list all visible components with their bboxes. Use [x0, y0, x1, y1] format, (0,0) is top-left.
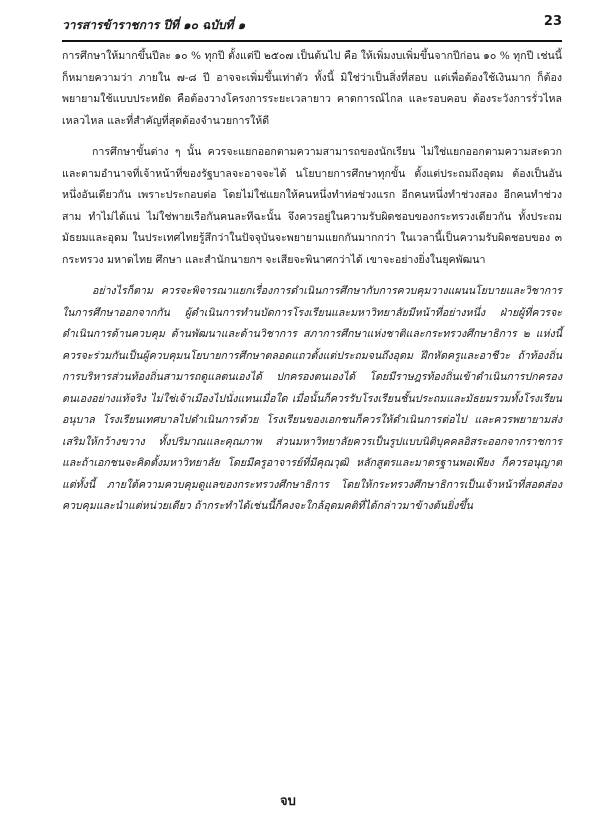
running-header — [62, 14, 562, 40]
paragraph: การศึกษาขั้นต่าง ๆ นั้น ควรจะแยกออกตามความสามารถของนักเรียน ไม่ใช่แยกออกตามความสะดวกและตามอำนาจที่เจ้าหน้าที่ของรัฐบาลจะอาจจะได้ นโยบายการศึกษาทุกขั้น ตั้งแต่ประถมถึงอุดม ต้องเป็นอันหนึ่งอันเดียวกัน เพราะประกอบต่อ โดยไม่ใช่แยกให้คนหนึ่งทำท่อช่วงแรก อีกคนหนึ่งทำช่วงสอง อีกคนทำช่วงสาม ทำไม่ได้แน่ ไม่ใช่พายเรือกันคนละทีฉะนั้น จึงควรอยู่ในความรับผิดชอบของกระทรวงเดียวกัน ทั้งประถม มัธยมและอุดม ในประเทศไทยรู้สึกว่าในปัจจุบันจะพยายามแยกกันมากกว่า ในเวลานี้เป็นความรับผิดชอบของ ๓ กระทรวง มหาดไทย ศึกษา และสำนักนายกฯ จะเสียจะพินาศกว่าได้ เขาจะอย่างยิ่งในยุคพัฒนา — [62, 146, 562, 266]
end-mark: จบ — [280, 794, 296, 809]
article-body — [62, 46, 562, 518]
paragraph: อย่างไรก็ตาม ควรจะพิจารณาแยกเรื่องการดำเนินการศึกษากับการควบคุมวางแผนนโยบายและวิชาการในการศึกษาออกจากกัน ผู้ดำเนินการทำนบัดการโรงเรียนและมหาวิทยาลัยมีหน้าที่อย่างหนึ่ง ฝ่ายผู้ที่ควรจะดำเนินการด้านควบคุม ด้านพัฒนาและด้านวิชาการ สภาการศึกษาแห่งชาติและกระทรวงศึกษาธิการ ๒ แห่งนี้ ควรจะร่วมกันเป็นผู้ควบคุมนโยบายการศึกษาตลอดแถวตั้งแต่ประถมจนถึงอุดม ฝึกหัดครูและอาชีวะ ถ้าท้องถิ่นการบริหารส่วนท้องถิ่นสามารถดูแลตนเองได้ ปกครองตนเองได้ โดยมีราษฎรท้องถิ่นเข้าดำเนินการปกครองตนเองอย่างแท้จริง ไม่ใช่เจ้าเมืองไปนั่งแทนเมื่อใด เมื่อนั้นก็ควรรับโรงเรียนชั้นประถมและมัธยมรวมทั้งโรงเรียนอนุบาล โรงเรียนเทศบาลไปดำเนินการด้วย โรงเรียนของเอกชนก็ควรให้ดำเนินการต่อไป และควรพยายามส่งเสริมให้กว้างขวาง ทั้งปริมาณและคุณภาพ ส่วนมหาวิทยาลัยควรเป็นรูปแบบนิติบุคคลอิสระออกจากราชการ และถ้าเอกชนจะคิดตั้งมหาวิทยาลัย โดยมีครูอาจารย์ที่มีคุณวุฒิ หลักสูตรและมาตรฐานพอเพียง ก็ควรอนุญาต แต่ทั้งนี้ ภายใต้ความควบคุมดูแลของกระทรวงศึกษาธิการ โดยให้กระทรวงศึกษาธิการเป็นเจ้าหน้าที่สอดส่องควบคุมและนำแต่หน่วยเดียว ถ้ากระทำได้เช่นนี้ก็คงจะใกล้อุดมคติที่ได้กล่าวมาข้างต้นยิ่งขึ้น — [62, 285, 562, 512]
header-rule — [62, 40, 562, 42]
journal-title: วารสารข้าราชการ ปีที่ ๑๐ ฉบับที่ ๑ — [62, 18, 246, 32]
paragraph: การศึกษาให้มากขึ้นปีละ ๑๐ % ทุกปี ตั้งแต่ปี ๒๕๐๗ เป็นต้นไป คือ ให้เพิ่มงบเพิ่มขึ้นจากปีก่อน ๑๐ % ทุกปี เช่นนี้ก็หมายความว่า ภายใน ๗-๘ ปี อาจจะเพิ่มขึ้นเท่าตัว ทั้งนี้ มิใช่ว่าเป็นสิ่งที่สอบ แต่เพื่อต้องใช้เงินมาก ก็ต้องพยายามใช้แบบประหยัด คือต้องวางโครงการระยะเวลายาว คาดการณ์ไกล และรอบคอบ ต้องระวังการรั่วไหล เหลวไหล และที่สำคัญที่สุดต้องจำนวยการให้ดี — [62, 50, 562, 127]
page-number: 23 — [543, 14, 562, 29]
